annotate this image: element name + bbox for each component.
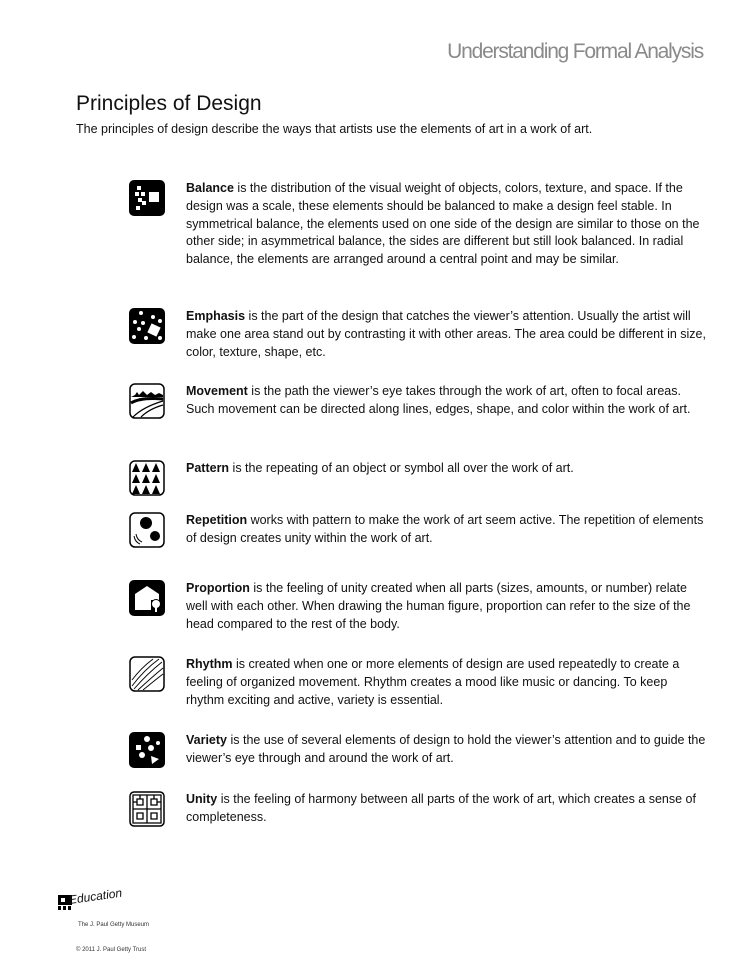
pattern-icon (129, 460, 165, 496)
principle-description: is created when one or more elements of design are used repeatedly to create a feeling of organized movement. Rhythm creates a mood like music or dancing. To keep rhythm exciting and active, variety is essential. (186, 657, 680, 707)
principle-term: Balance (186, 181, 234, 195)
principle-term: Repetition (186, 513, 248, 527)
repetition-icon (129, 512, 165, 548)
unity-icon (129, 791, 165, 827)
principle-description: is the path the viewer’s eye takes through the work of art, often to focal areas. Such movement can be directed along lines, edges, shape, and color within the work of art. (186, 384, 691, 416)
intro-text: The principles of design describe the ways that artists use the elements of art in a work of art. (76, 122, 593, 136)
principle-term: Pattern (186, 461, 230, 475)
rhythm-icon (129, 656, 165, 692)
principle-description: is the feeling of harmony between all parts of the work of art, which creates a sense of completeness. (186, 792, 696, 824)
principle-term: Proportion (186, 581, 250, 595)
principle-description: works with pattern to make the work of art seem active. The repetition of elements of design creates unity within the work of art. (186, 513, 704, 545)
principle-term: Unity (186, 792, 218, 806)
principle-description: is the repeating of an object or symbol all over the work of art. (229, 461, 574, 475)
balance-icon (129, 180, 165, 216)
emphasis-icon (129, 308, 165, 344)
principle-description: is the distribution of the visual weight of objects, colors, texture, and space. If the design was a scale, these elements should be balanced to make a design feel stable. In symmetrical balance, the elements used on one side of the design are similar to those on the other side; in asymmetrical balance, the sides are different but still look balanced. In radial balance, the elements are arranged around a central point and may be similar. (186, 181, 700, 267)
proportion-icon (129, 580, 165, 616)
running-header: Understanding Formal Analysis (447, 40, 703, 63)
page-title: Principles of Design (76, 92, 262, 115)
movement-icon (129, 383, 165, 419)
principle-term: Variety (186, 733, 228, 747)
principle-term: Rhythm (186, 657, 233, 671)
copyright: © 2011 J. Paul Getty Trust (76, 947, 147, 953)
principle-description: is the use of several elements of design to hold the viewer’s attention and to guide the viewer’s eye through and around the work of art. (186, 733, 706, 765)
principle-term: Emphasis (186, 309, 246, 323)
principle-description: is the feeling of unity created when all parts (sizes, amounts, or number) relate well with each other. When drawing the human figure, proportion can refer to the size of the head compared to the rest of the body. (186, 581, 691, 631)
principle-term: Movement (186, 384, 248, 398)
variety-icon (129, 732, 165, 768)
museum-name: The J. Paul Getty Museum (78, 922, 150, 928)
principle-description: is the part of the design that catches the viewer’s attention. Usually the artist will make one area stand out by contrasting it with other areas. The area could be different in size, color, texture, shape, etc. (186, 309, 706, 359)
education-logo-text: Education (68, 885, 123, 907)
